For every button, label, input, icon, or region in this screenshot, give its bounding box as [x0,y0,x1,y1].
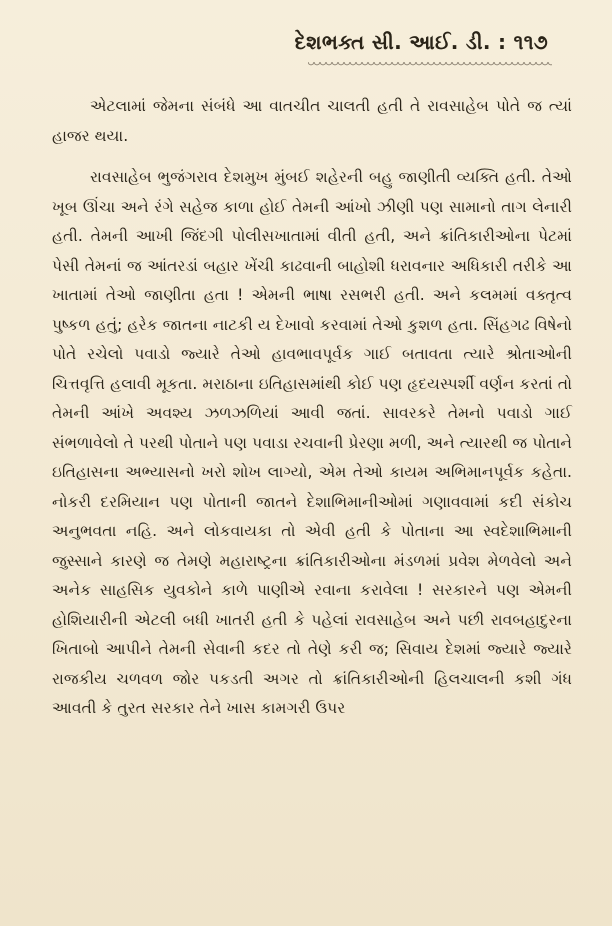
paragraph-2: રાવસાહેબ ભુજંગરાવ દેશમુખ મુંબઈ શહેરની બહુ જાણીતી વ્યક્તિ હતી. તેઓ ખૂબ ઊંચા અને રંગે સહેજ કાળા હોઈ તેમની આંખો ઝીણી પણ સામાનો તાગ લેનારી હતી. તેમની આખી જિંદગી પોલીસખાતામાં વીતી હતી, અને ક્રાંતિકારીઓના પેટમાં પેસી તેમનાં જ આંતરડાં બહાર ખેંચી કાઢવાની બાહોશી ધરાવનાર અધિકારી તરીકે આ ખાતામાં તેઓ જાણીતા હતા ! એમની ભાષા રસભરી હતી. અને કલમમાં વક્તૃત્વ પુષ્કળ હતું; હરેક જાતના નાટકી ય દેખાવો કરવામાં તેઓ કુશળ હતા. સિંહગઢ વિષેનો પોતે રચેલો પવાડો જ્યારે તેઓ હાવભાવપૂર્વક ગાઈ બતાવતા ત્યારે શ્રોતાઓની ચિત્તવૃત્તિ હલાવી મૂકતા. મરાઠાના ઇતિહાસમાંથી કોઈ પણ હૃદયસ્પર્શી વર્ણન કરતાં તો તેમની આંખે અવશ્ય ઝળઝળિયાં આવી જતાં. સાવરકરે તેમનો પવાડો ગાઈ સંભળાવેલો તે પરથી પોતાને પણ પવાડા રચવાની પ્રેરણા મળી, અને ત્યારથી જ પોતાને ઇતિહાસના અભ્યાસનો ખરો શોખ લાગ્યો, એમ તેઓ કાયમ અભિમાનપૂર્વક કહેતા. નોકરી દરમિયાન પણ પોતાની જાતને દેશાભિમાનીઓમાં ગણાવવામાં કદી સંકોચ અનુભવતા નહિ. અને લોકવાયકા તો એવી હતી કે પોતાના આ સ્વદેશાભિમાની જુસ્સાને કારણે જ તેમણે મહારાષ્ટ્રના ક્રાંતિકારીઓના મંડળમાં પ્રવેશ મેળવેલો અને અનેક સાહસિક યુવકોને કાળે પાણીએ રવાના કરાવેલા ! સરકારને પણ એમની હોશિયારીની એટલી બધી ખાતરી હતી કે પહેલાં રાવસાહેબ અને પછી રાવબહાદુરના ખિતાબો આપીને તેમની સેવાની કદર તો તેણે કરી જ; સિવાય દેશમાં જ્યારે જ્યારે રાજકીય ચળવળ જોર પકડતી અગર તો ક્રાંતિકારીઓની હિલચાલની કશી ગંધ આવતી કે તુરત સરકાર તેને ખાસ કામગરી ઉપર [52,168,572,717]
paragraph-1: એટલામાં જેમના સંબંધે આ વાતચીત ચાલતી હતી તે રાવસાહેબ પોતે જ ત્યાં હાજર થયા. [52,97,572,145]
body-text [52,92,572,724]
running-head: દેશભક્ત સી. આઈ. ડી. : ૧૧૭ [294,30,548,54]
header-wavy-rule [308,62,552,68]
